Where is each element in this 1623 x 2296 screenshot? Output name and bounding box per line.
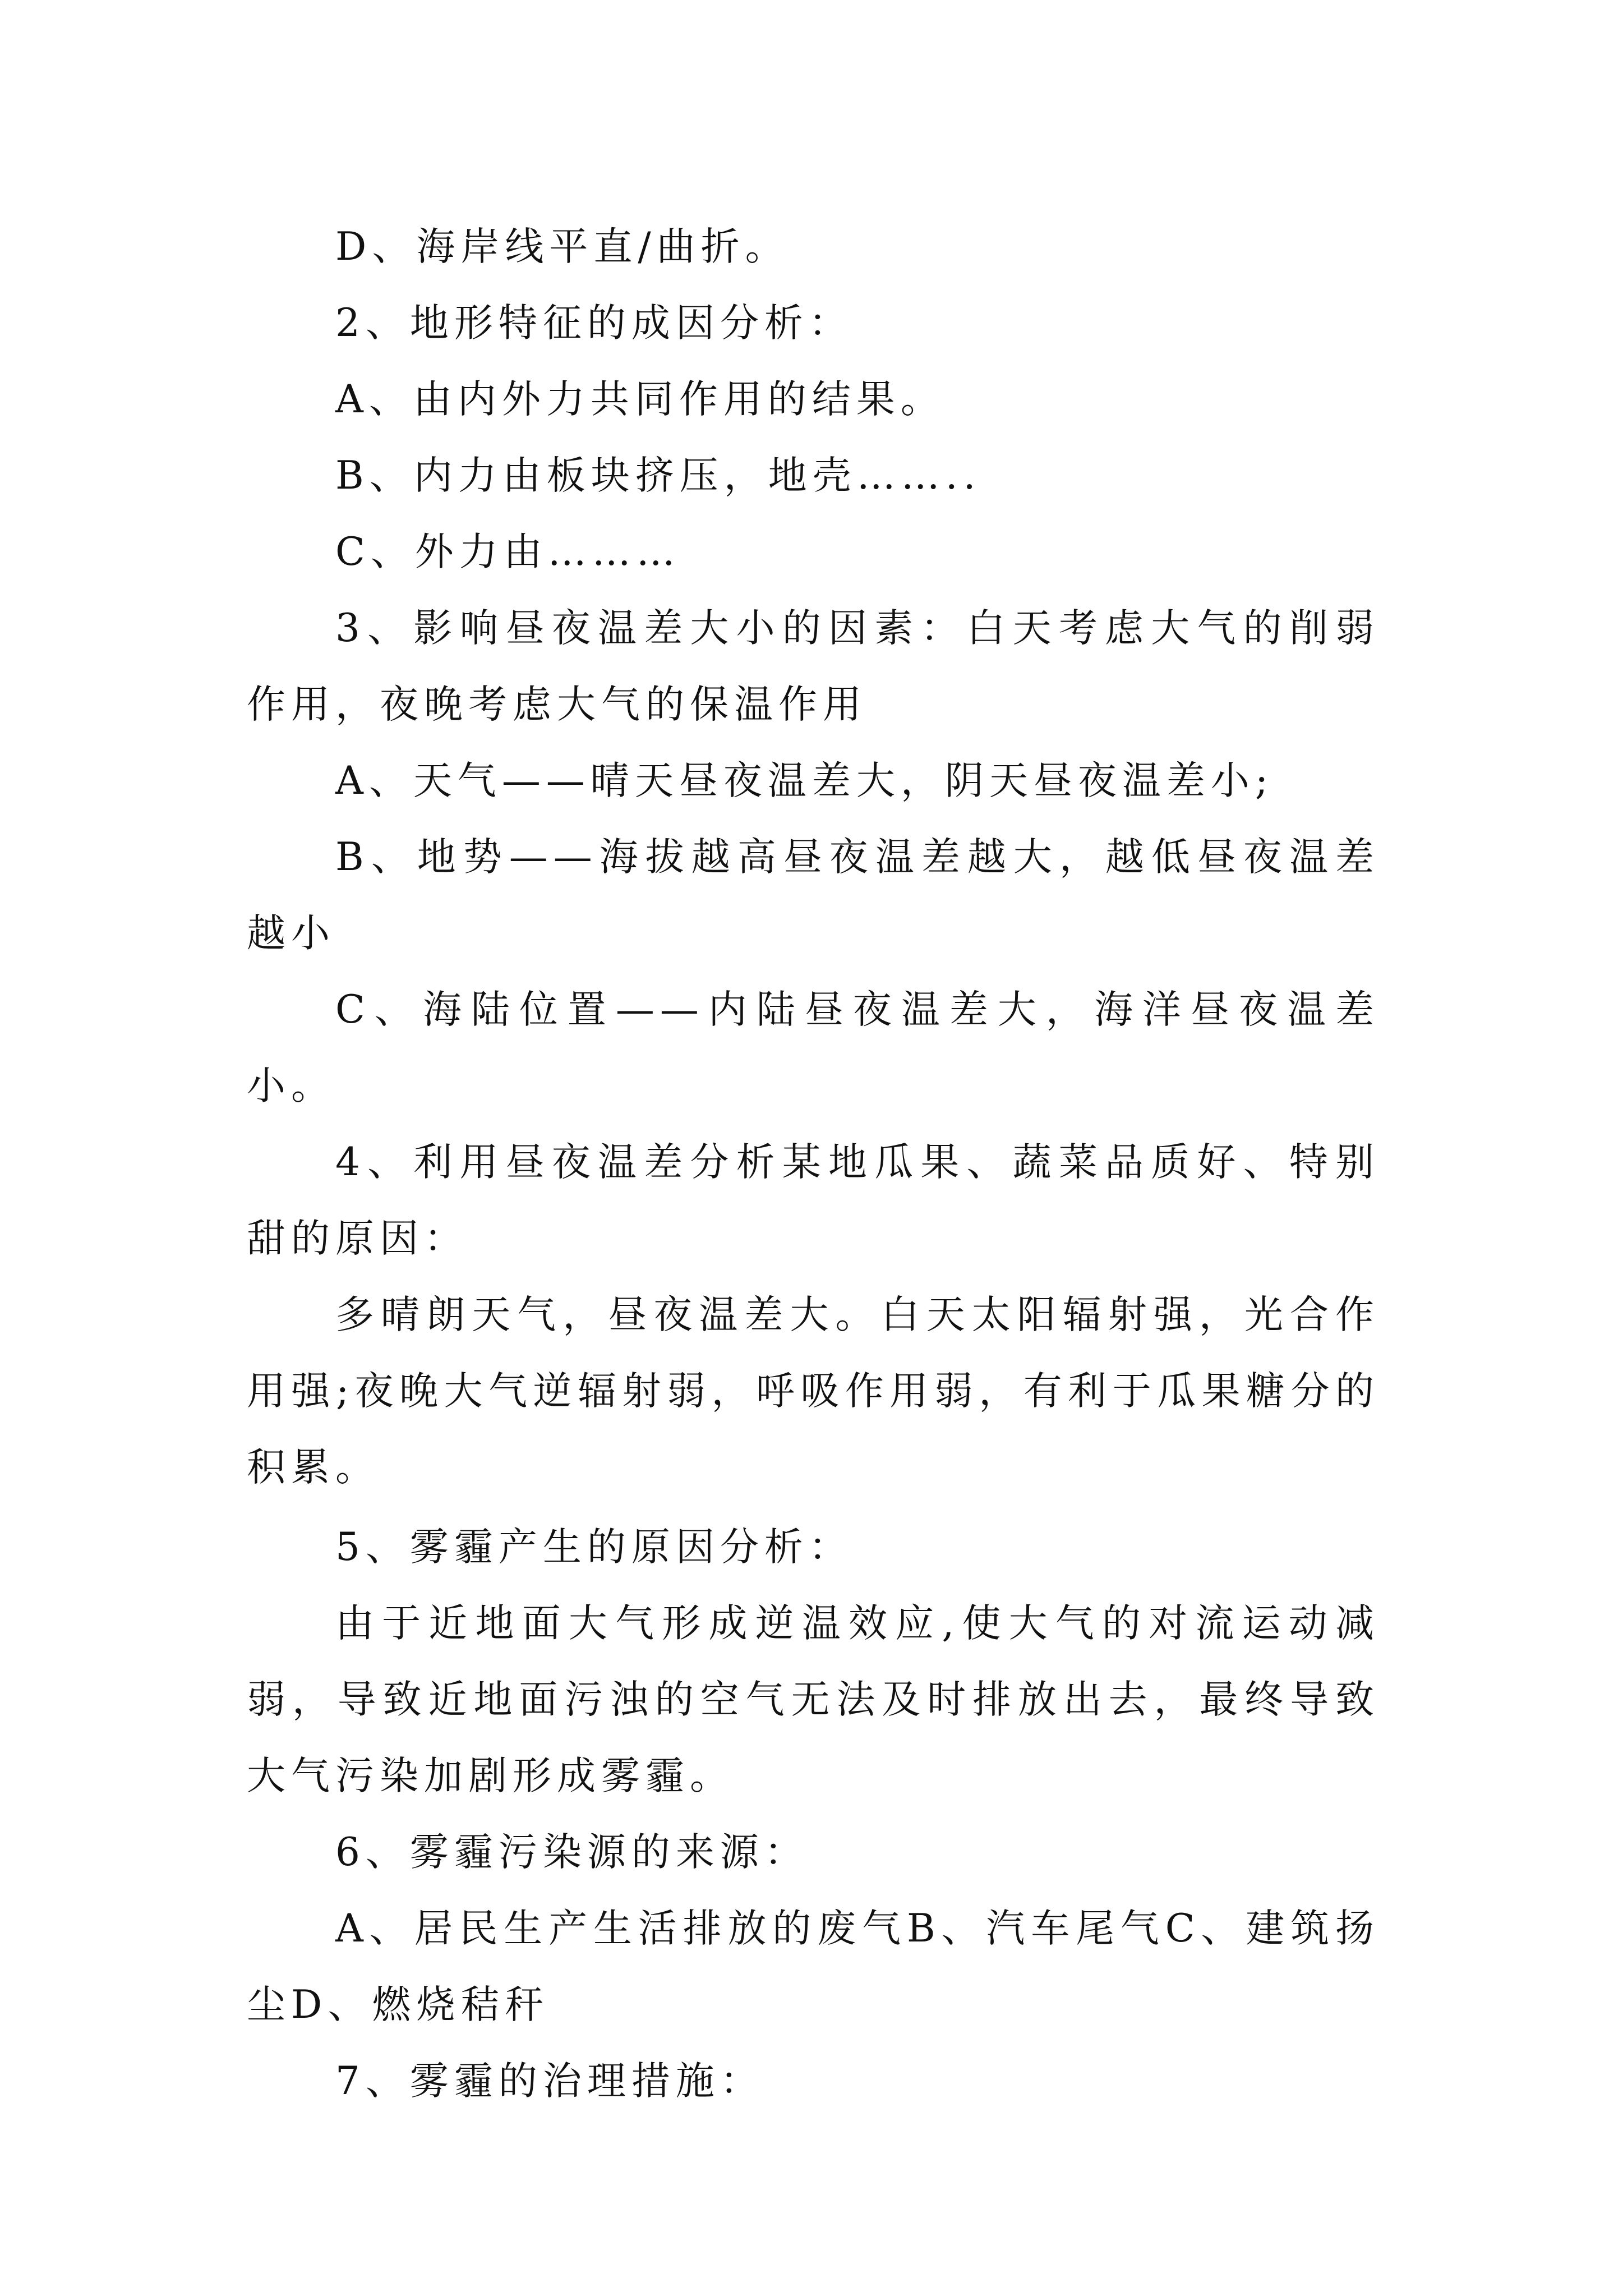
paragraph-terrain-cause-b: B、内力由板块挤压，地壳…….. — [335, 453, 981, 498]
paragraph-terrain-factor: B、地势——海拔越高昼夜温差越大，越低昼夜温差越小 — [247, 835, 1380, 956]
paragraph-haze-source-list: A、居民生产生活排放的废气B、汽车尾气C、建筑扬尘D、燃烧秸秆 — [247, 1906, 1380, 2027]
paragraph-haze-treatment-heading: 7、雾霾的治理措施： — [335, 2059, 764, 2104]
paragraph-haze-cause-explanation: 由于近地面大气形成逆温效应,使大气的对流运动减弱，导致近地面污浊的空气无法及时排放出去，最终导致大气污染加剧形成雾霾。 — [247, 1601, 1380, 1798]
paragraph-haze-source-heading: 6、雾霾污染源的来源： — [335, 1830, 809, 1875]
paragraph-land-sea-factor: C、海陆位置——内陆昼夜温差大，海洋昼夜温差小。 — [247, 987, 1380, 1108]
document-body — [247, 209, 1380, 2119]
paragraph-fruit-quality-explanation: 多晴朗天气，昼夜温差大。白天太阳辐射强，光合作用强;夜晚大气逆辐射弱，呼吸作用弱，有利于瓜果糖分的积累。 — [247, 1292, 1380, 1490]
paragraph-terrain-cause-heading: 2、地形特征的成因分析： — [335, 301, 853, 346]
paragraph-terrain-cause-a: A、由内外力共同作用的结果。 — [335, 377, 945, 422]
paragraph-temperature-range-factors: 3、影响昼夜温差大小的因素：白天考虑大气的削弱作用，夜晚考虑大气的保温作用 — [247, 606, 1380, 727]
paragraph-terrain-cause-c: C、外力由……… — [335, 530, 681, 574]
paragraph-coastline: D、海岸线平直/曲折。 — [335, 224, 790, 269]
paragraph-fruit-quality-heading: 4、利用昼夜温差分析某地瓜果、蔬菜品质好、特别甜的原因： — [247, 1140, 1380, 1261]
paragraph-haze-cause-heading: 5、雾霾产生的原因分析： — [335, 1525, 853, 1570]
paragraph-weather-factor: A、天气——晴天昼夜温差大，阴天昼夜温差小; — [335, 758, 1274, 803]
